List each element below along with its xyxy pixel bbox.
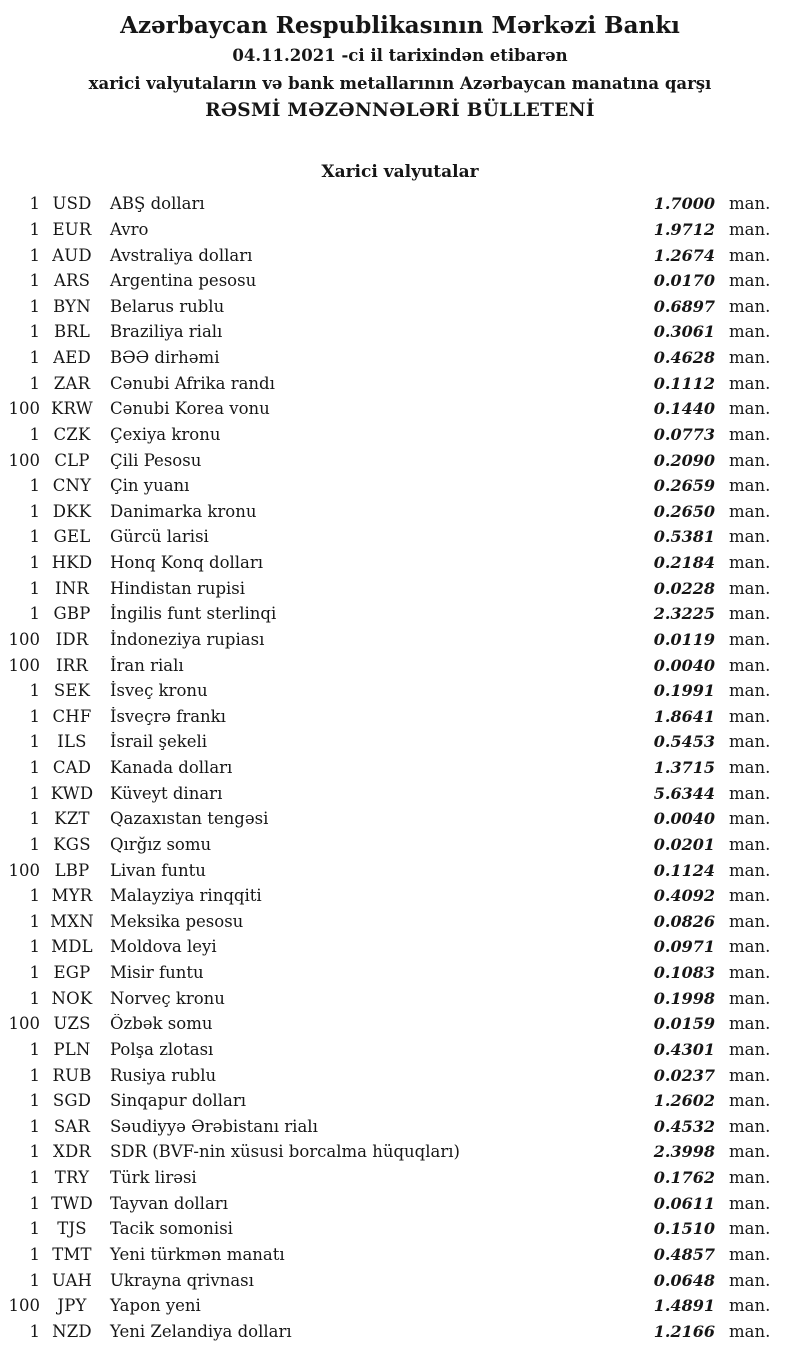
unit-label: man. (729, 988, 771, 1008)
currency-name: ABŞ dolları (110, 194, 205, 214)
unit-label: man. (729, 604, 771, 624)
rate-row (0, 627, 775, 653)
unit-label: man. (729, 1116, 771, 1136)
currency-name: Çin yuanı (110, 476, 190, 496)
rate-row (0, 1190, 775, 1216)
currency-name: BƏƏ dirhəmi (110, 348, 220, 368)
currency-code: AUD (52, 245, 92, 265)
currency-code: EGP (53, 963, 91, 983)
rate-row (0, 601, 775, 627)
rate-value: 1.4891 (653, 1296, 715, 1316)
rate-row (0, 422, 775, 448)
rate-value: 0.0773 (653, 424, 715, 444)
rate-row (0, 1139, 775, 1165)
rate-value: 0.5453 (653, 732, 715, 752)
bank-name-title: Azərbaycan Respublikasının Mərkəzi Bankı (120, 12, 680, 39)
currency-name: Cənubi Afrika randı (110, 373, 275, 393)
rate-row (0, 1216, 775, 1242)
currency-code: KZT (54, 809, 90, 829)
rate-quantity: 1 (29, 1321, 40, 1341)
currency-code: ARS (53, 271, 91, 291)
unit-label: man. (729, 1321, 771, 1341)
rate-quantity: 1 (29, 476, 40, 496)
rate-row (0, 1242, 775, 1268)
currency-name: Rusiya rublu (110, 1065, 217, 1085)
currency-code: GBP (53, 604, 91, 624)
unit-label: man. (729, 399, 771, 419)
rate-value: 1.2166 (653, 1321, 715, 1341)
currency-code: USD (52, 194, 92, 214)
rate-quantity: 1 (29, 424, 40, 444)
rate-quantity: 1 (29, 553, 40, 573)
rate-value: 0.1083 (653, 963, 715, 983)
section-title-foreign-currencies: Xarici valyutalar (321, 162, 479, 182)
subject-line: xarici valyutaların və bank metallarının Azərbaycan manatına qarşı (88, 74, 712, 93)
currency-name: Avro (110, 219, 149, 239)
unit-label: man. (729, 271, 771, 291)
rate-row (0, 1267, 775, 1293)
unit-label: man. (729, 194, 771, 214)
rate-quantity: 1 (29, 296, 40, 316)
rate-value: 1.3715 (653, 758, 715, 778)
currency-code: CNY (52, 476, 92, 496)
currency-name: Honq Konq dolları (110, 553, 264, 573)
currency-name: Sinqapur dolları (110, 1091, 246, 1111)
rate-quantity: 1 (29, 681, 40, 701)
rate-value: 0.4857 (653, 1244, 715, 1264)
unit-label: man. (729, 219, 771, 239)
rate-row (0, 217, 775, 243)
rate-quantity: 1 (29, 271, 40, 291)
unit-label: man. (729, 245, 771, 265)
rate-row (0, 652, 775, 678)
rate-row (0, 1088, 775, 1114)
currency-name: Küveyt dinarı (110, 783, 223, 803)
currency-name: Cənubi Korea vonu (110, 399, 270, 419)
rate-value: 0.1991 (653, 681, 715, 701)
rate-row (0, 704, 775, 730)
rate-row (0, 191, 775, 217)
currency-code: MDL (51, 937, 93, 957)
rate-value: 0.0228 (653, 578, 715, 598)
rate-row (0, 678, 775, 704)
rate-quantity: 1 (29, 1219, 40, 1239)
rate-quantity: 100 (8, 629, 40, 649)
rate-row (0, 294, 775, 320)
rate-quantity: 1 (29, 911, 40, 931)
bulletin-header (0, 0, 800, 124)
currency-code: GEL (53, 527, 91, 547)
unit-label: man. (729, 1142, 771, 1162)
rate-quantity: 100 (8, 860, 40, 880)
currency-name: Səudiyyə Ərəbistanı rialı (110, 1116, 318, 1136)
rate-value: 0.0159 (653, 1014, 715, 1034)
rate-row (0, 1319, 775, 1345)
rate-value: 1.2674 (653, 245, 715, 265)
unit-label: man. (729, 1091, 771, 1111)
rate-row (0, 370, 775, 396)
currency-name: Polşa zlotası (110, 1039, 214, 1059)
currency-name: İngilis funt sterlinqi (110, 604, 277, 624)
rate-row (0, 934, 775, 960)
currency-code: LBP (54, 860, 90, 880)
rate-value: 0.0119 (653, 629, 715, 649)
unit-label: man. (729, 1270, 771, 1290)
rate-row (0, 806, 775, 832)
currency-name: Argentina pesosu (110, 271, 257, 291)
rate-value: 0.2659 (653, 476, 715, 496)
currency-code: XDR (53, 1142, 91, 1162)
currency-name: İndoneziya rupiası (110, 629, 265, 649)
rate-value: 0.4301 (653, 1039, 715, 1059)
unit-label: man. (729, 681, 771, 701)
rate-quantity: 1 (29, 758, 40, 778)
currency-code: MYR (51, 886, 93, 906)
rate-quantity: 1 (29, 783, 40, 803)
currency-name: Danimarka kronu (110, 501, 257, 521)
rate-row (0, 729, 775, 755)
rate-row (0, 396, 775, 422)
currency-name: Malayziya rinqqiti (110, 886, 262, 906)
unit-label: man. (729, 860, 771, 880)
unit-label: man. (729, 424, 771, 444)
rates-table (0, 191, 775, 1344)
rate-row (0, 319, 775, 345)
rate-value: 0.1112 (653, 373, 715, 393)
unit-label: man. (729, 1219, 771, 1239)
rate-value: 0.1440 (653, 399, 715, 419)
unit-label: man. (729, 296, 771, 316)
unit-label: man. (729, 809, 771, 829)
rate-quantity: 1 (29, 809, 40, 829)
rate-value: 0.2090 (653, 450, 715, 470)
rate-quantity: 1 (29, 322, 40, 342)
unit-label: man. (729, 1039, 771, 1059)
rate-row (0, 524, 775, 550)
rate-value: 0.4532 (653, 1116, 715, 1136)
currency-code: PLN (53, 1039, 91, 1059)
currency-name: Yapon yeni (110, 1296, 201, 1316)
rate-value: 0.1124 (653, 860, 715, 880)
rate-quantity: 1 (29, 1244, 40, 1264)
rate-quantity: 100 (8, 1296, 40, 1316)
currency-name: Hindistan rupisi (110, 578, 246, 598)
currency-code: TJS (57, 1219, 87, 1239)
currency-name: Qazaxıstan tengəsi (110, 809, 269, 829)
currency-name: Livan funtu (110, 860, 206, 880)
rate-value: 1.9712 (653, 219, 715, 239)
rate-quantity: 1 (29, 886, 40, 906)
bulletin-title: RƏSMİ MƏZƏNNƏLƏRİ BÜLLETENİ (205, 100, 595, 121)
currency-name: Meksika pesosu (110, 911, 244, 931)
currency-name: Tacik somonisi (110, 1219, 233, 1239)
currency-code: HKD (51, 553, 93, 573)
unit-label: man. (729, 1296, 771, 1316)
unit-label: man. (729, 963, 771, 983)
rate-quantity: 1 (29, 245, 40, 265)
rate-quantity: 1 (29, 1065, 40, 1085)
currency-code: SAR (53, 1116, 91, 1136)
unit-label: man. (729, 501, 771, 521)
currency-code: NZD (52, 1321, 92, 1341)
unit-label: man. (729, 1244, 771, 1264)
currency-name: Çexiya kronu (110, 424, 221, 444)
currency-code: RUB (52, 1065, 92, 1085)
currency-code: CLP (54, 450, 90, 470)
rate-quantity: 1 (29, 1116, 40, 1136)
unit-label: man. (729, 1193, 771, 1213)
rate-value: 0.0237 (653, 1065, 715, 1085)
unit-label: man. (729, 373, 771, 393)
rate-row (0, 575, 775, 601)
currency-code: TMT (52, 1244, 92, 1264)
rate-value: 0.0648 (653, 1270, 715, 1290)
rate-value: 0.2650 (653, 501, 715, 521)
rate-row (0, 1011, 775, 1037)
rate-quantity: 1 (29, 1270, 40, 1290)
unit-label: man. (729, 553, 771, 573)
currency-name: Avstraliya dolları (110, 245, 253, 265)
rate-value: 0.6897 (653, 296, 715, 316)
currency-code: INR (55, 578, 89, 598)
rate-row (0, 909, 775, 935)
rate-value: 1.7000 (653, 194, 715, 214)
rate-quantity: 100 (8, 450, 40, 470)
currency-name: Çili Pesosu (110, 450, 202, 470)
currency-code: KRW (51, 399, 93, 419)
rate-row (0, 755, 775, 781)
currency-name: İsveç kronu (110, 681, 208, 701)
unit-label: man. (729, 732, 771, 752)
currency-code: UAH (51, 1270, 93, 1290)
currency-name: Braziliya rialı (110, 322, 223, 342)
unit-label: man. (729, 1168, 771, 1188)
rate-quantity: 1 (29, 527, 40, 547)
currency-name: Belarus rublu (110, 296, 225, 316)
unit-label: man. (729, 911, 771, 931)
rate-row (0, 857, 775, 883)
rate-row (0, 780, 775, 806)
rate-quantity: 100 (8, 399, 40, 419)
unit-label: man. (729, 322, 771, 342)
currency-code: AED (53, 348, 91, 368)
currency-code: BRL (53, 322, 91, 342)
rate-quantity: 1 (29, 834, 40, 854)
currency-name: Yeni türkmən manatı (110, 1244, 285, 1264)
rate-quantity: 1 (29, 706, 40, 726)
rate-row (0, 1293, 775, 1319)
rate-quantity: 1 (29, 578, 40, 598)
currency-code: JPY (57, 1296, 87, 1316)
currency-name: Tayvan dolları (110, 1193, 228, 1213)
currency-code: CZK (53, 424, 91, 444)
rate-row (0, 883, 775, 909)
rate-value: 0.4628 (653, 348, 715, 368)
currency-code: CAD (52, 758, 92, 778)
currency-code: MXN (50, 911, 94, 931)
unit-label: man. (729, 1065, 771, 1085)
currency-name: İran rialı (110, 655, 184, 675)
rate-value: 0.0040 (653, 655, 715, 675)
currency-code: CHF (52, 706, 92, 726)
currency-name: Kanada dolları (110, 758, 233, 778)
rate-value: 0.3061 (653, 322, 715, 342)
rate-quantity: 1 (29, 219, 40, 239)
rate-value: 0.5381 (653, 527, 715, 547)
currency-code: IDR (55, 629, 89, 649)
rate-value: 0.1762 (653, 1168, 715, 1188)
currency-code: DKK (52, 501, 92, 521)
currency-name: Türk lirəsi (110, 1168, 197, 1188)
rate-row (0, 268, 775, 294)
currency-name: Yeni Zelandiya dolları (110, 1321, 292, 1341)
rate-value: 0.2184 (653, 553, 715, 573)
rate-quantity: 1 (29, 988, 40, 1008)
currency-name: SDR (BVF-nin xüsusi borcalma hüquqları) (110, 1142, 460, 1162)
unit-label: man. (729, 834, 771, 854)
unit-label: man. (729, 758, 771, 778)
currency-code: EUR (52, 219, 92, 239)
rate-value: 0.0170 (653, 271, 715, 291)
rate-row (0, 832, 775, 858)
rate-row (0, 1062, 775, 1088)
rate-quantity: 1 (29, 373, 40, 393)
rate-quantity: 100 (8, 655, 40, 675)
unit-label: man. (729, 476, 771, 496)
rate-quantity: 1 (29, 1142, 40, 1162)
unit-label: man. (729, 527, 771, 547)
rate-row (0, 550, 775, 576)
unit-label: man. (729, 783, 771, 803)
currency-code: SEK (53, 681, 91, 701)
rate-value: 0.0971 (653, 937, 715, 957)
rate-row (0, 242, 775, 268)
currency-code: UZS (53, 1014, 91, 1034)
currency-code: NOK (51, 988, 93, 1008)
currency-code: KWD (50, 783, 94, 803)
rate-quantity: 1 (29, 937, 40, 957)
currency-name: Moldova leyi (110, 937, 217, 957)
rate-row (0, 499, 775, 525)
currency-code: IRR (56, 655, 88, 675)
rate-quantity: 1 (29, 194, 40, 214)
rate-quantity: 1 (29, 604, 40, 624)
currency-code: BYN (53, 296, 91, 316)
currency-code: TWD (51, 1193, 93, 1213)
rate-quantity: 1 (29, 501, 40, 521)
rate-value: 0.0201 (653, 834, 715, 854)
unit-label: man. (729, 578, 771, 598)
effective-date-line: 04.11.2021 -ci il tarixindən etibarən (232, 46, 568, 65)
currency-name: Misir funtu (110, 963, 204, 983)
unit-label: man. (729, 348, 771, 368)
rate-quantity: 1 (29, 1193, 40, 1213)
rate-row (0, 1114, 775, 1140)
rate-value: 0.0826 (653, 911, 715, 931)
rate-value: 0.0040 (653, 809, 715, 829)
rate-row (0, 960, 775, 986)
currency-name: İsveçrə frankı (110, 706, 226, 726)
rate-quantity: 1 (29, 348, 40, 368)
rate-quantity: 1 (29, 732, 40, 752)
currency-code: ILS (57, 732, 87, 752)
rate-quantity: 1 (29, 1039, 40, 1059)
currency-name: Özbək somu (110, 1014, 213, 1034)
rate-row (0, 447, 775, 473)
unit-label: man. (729, 655, 771, 675)
unit-label: man. (729, 886, 771, 906)
rate-row (0, 345, 775, 371)
currency-code: SGD (52, 1091, 92, 1111)
unit-label: man. (729, 629, 771, 649)
rate-row (0, 473, 775, 499)
rate-value: 2.3225 (653, 604, 715, 624)
rate-quantity: 100 (8, 1014, 40, 1034)
unit-label: man. (729, 937, 771, 957)
currency-name: Qırğız somu (110, 834, 212, 854)
currency-code: KGS (53, 834, 91, 854)
currency-name: Ukrayna qrivnası (110, 1270, 254, 1290)
rate-row (0, 1037, 775, 1063)
rate-quantity: 1 (29, 963, 40, 983)
rate-value: 0.4092 (653, 886, 715, 906)
unit-label: man. (729, 450, 771, 470)
unit-label: man. (729, 706, 771, 726)
rate-quantity: 1 (29, 1168, 40, 1188)
rate-value: 1.2602 (653, 1091, 715, 1111)
rate-value: 5.6344 (653, 783, 715, 803)
rate-value: 1.8641 (653, 706, 715, 726)
rate-row (0, 985, 775, 1011)
rate-row (0, 1165, 775, 1191)
unit-label: man. (729, 1014, 771, 1034)
rate-value: 0.1510 (653, 1219, 715, 1239)
currency-name: İsrail şekeli (110, 732, 208, 752)
currency-name: Gürcü larisi (110, 527, 209, 547)
rate-value: 2.3998 (653, 1142, 715, 1162)
rate-value: 0.1998 (653, 988, 715, 1008)
currency-code: TRY (54, 1168, 90, 1188)
rate-quantity: 1 (29, 1091, 40, 1111)
rate-value: 0.0611 (653, 1193, 715, 1213)
currency-name: Norveç kronu (110, 988, 225, 1008)
currency-code: ZAR (53, 373, 91, 393)
